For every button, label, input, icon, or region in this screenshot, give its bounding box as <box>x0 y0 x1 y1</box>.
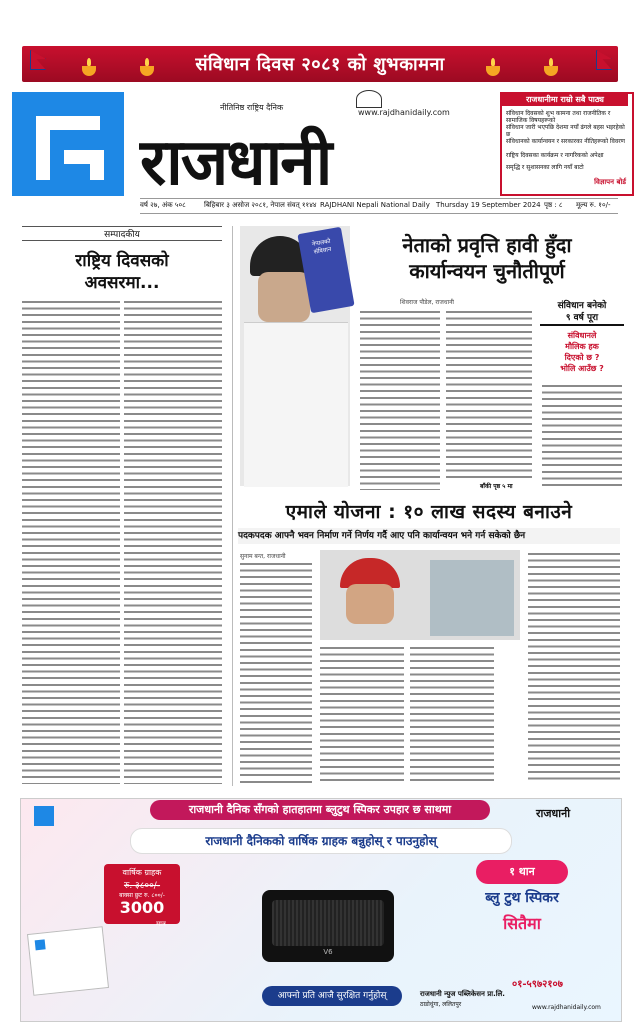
continued-note: बाँकी पृष्ठ ५ मा <box>480 483 513 490</box>
second-byline: सुनाम बन्त, राजधानी <box>240 553 286 560</box>
second-body-col4 <box>528 552 620 784</box>
price-unit: मात्र <box>156 920 166 928</box>
second-body-col3 <box>410 646 494 784</box>
rajdhani-logo-icon <box>35 939 46 950</box>
face-shape <box>346 584 394 624</box>
issue-number: वर्ष २७, अंक ५०८ <box>140 201 186 209</box>
section-tag: सम्पादकीय <box>22 226 222 241</box>
second-photo <box>320 550 520 640</box>
banner-text: संविधान दिवस २०८१ को शुभकामना <box>195 54 445 75</box>
lead-headline-line: कार्यान्वयन चुनौतीपूर्ण <box>409 259 565 283</box>
ad-line: राष्ट्रिय दिवसका कार्यक्रम र नागरिकको अपेक्षा <box>506 152 604 159</box>
ad-line: संविधान दिवसको शुभ कामना तथा राजनीतिक र सामाजिक विषयहरूको <box>506 110 611 124</box>
lead-body-col2 <box>446 310 532 480</box>
second-headline: एमाले योजना : १० लाख सदस्य बनाउने <box>285 501 573 523</box>
paper-name: RAJDHANI Nepali National Daily <box>320 201 430 209</box>
contact-address: ठाडोधुंगा, ललितपुर <box>420 1001 462 1008</box>
sidebar-question-line: संविधानले <box>567 331 597 340</box>
ad-line: संविधानको कार्यान्वयन र सरकारका नीतिहरूको विवरण <box>506 138 625 145</box>
lead-photo <box>240 226 350 486</box>
contact-phone[interactable]: ०१-५९७२१०७ <box>512 979 563 990</box>
ad-line: समृद्धि र सुशासनका लागि नयाँ बाटो <box>506 164 584 171</box>
price-final: 3000 <box>119 898 165 917</box>
rajdhani-logo-icon <box>12 92 124 196</box>
sidebar-body <box>542 384 622 488</box>
promo-bubble <box>456 860 588 950</box>
editorial-body-col1 <box>22 300 120 784</box>
greeting-banner <box>22 46 618 82</box>
promo-free: सितैमा <box>503 914 541 933</box>
ad-footer: विज्ञापन बोर्ड <box>594 178 626 186</box>
editorial-title-line: अवसरमा... <box>84 273 160 293</box>
issue-info-bar <box>140 198 618 214</box>
logo-stroke <box>90 150 104 180</box>
sidebar-headline-line: ९ वर्ष पूरा <box>565 313 599 323</box>
price-badge <box>104 864 180 924</box>
price-discount: बाक्सा छुट रु. ८००/- <box>119 892 165 899</box>
column-divider <box>232 226 233 786</box>
promo-item: ब्लु टुथ स्पिकर <box>485 890 559 906</box>
newspaper-lines <box>36 948 99 986</box>
masthead-tagline: नीतिनिष्ठ राष्ट्रिय दैनिक <box>220 103 284 112</box>
contact-block <box>420 976 616 1016</box>
speaker-grill <box>272 900 384 946</box>
promo-count: १ थान <box>476 860 568 884</box>
second-body-col1 <box>240 562 312 784</box>
sidebar-question-line: भोलि आउँछ ? <box>560 364 604 373</box>
sidebar-headline <box>540 300 624 326</box>
lead-byline: शिवराज पौडेल, राजधानी <box>400 299 454 306</box>
lead-headline-line: नेताको प्रवृत्ति हावी हुँदा <box>402 233 572 257</box>
newspaper-thumbnail <box>27 926 109 996</box>
book-label: नेपालको संविधान <box>311 237 332 256</box>
editorial-title <box>22 250 222 294</box>
ad-main-text: राजधानी दैनिकको वार्षिक ग्राहक बन्नुहोस् र पाउनुहोस् <box>130 828 512 854</box>
lead-body-col1 <box>360 310 440 490</box>
shirt-shape <box>244 322 348 487</box>
building-shape <box>430 560 514 636</box>
second-subhead: पदकपदक आफ्नै भवन निर्माण गर्ने निर्णय गर्दै आए पनि कार्यान्वयन भने गर्न सकेको छैन <box>238 528 620 544</box>
face-shape <box>258 272 310 322</box>
date-english: Thursday 19 September 2024 <box>436 201 541 209</box>
ad-top-banner: राजधानी दैनिक सँगको हातहातमा ब्लुटुथ स्पिकर उपहार छ साथमा <box>150 800 490 820</box>
lead-headline <box>352 232 622 284</box>
contact-web[interactable]: www.rajdhanidaily.com <box>532 1004 601 1011</box>
emblem-icon <box>356 90 382 108</box>
website-url[interactable]: www.rajdhanidaily.com <box>358 108 450 117</box>
masthead-title: राजधानी <box>140 125 331 200</box>
contact-name: राजधानी न्युज पब्लिकेसन प्रा.लि. <box>420 990 505 998</box>
price-old: रु. ३८००/- <box>123 881 161 891</box>
ad-line: संविधान जारी भएपछि देशमा नयाँ ढंगले बहस भइरहेको छ <box>506 124 625 138</box>
price: मूल्य रु. १०/- <box>576 201 611 209</box>
date-nepali: बिहिबार ३ असोज २०८१, नेपाल संवत् ११४४ <box>204 201 317 209</box>
price-label: वार्षिक ग्राहक <box>122 868 162 877</box>
sidebar-headline-line: संविधान बनेको <box>557 301 607 311</box>
logo-stroke <box>36 116 50 180</box>
speaker-model: V6 <box>323 948 333 956</box>
sidebar-question-line: मौलिक हक <box>565 342 599 351</box>
ad-slogan: आफ्नो प्रति आजै सुरक्षित गर्नुहोस् <box>262 986 402 1006</box>
page-count: पृष्ठ : ८ <box>544 201 563 209</box>
second-body-col2 <box>320 646 404 784</box>
top-right-ad[interactable] <box>500 92 634 196</box>
editorial-title-line: राष्ट्रिय दिवसको <box>75 251 169 271</box>
sidebar-question <box>540 330 624 374</box>
editorial-body-col2 <box>124 300 222 784</box>
sidebar-question-line: दिएको छ ? <box>564 353 600 362</box>
ad-logo-text: राजधानी <box>536 807 571 820</box>
ad-title: राजधानीमा राम्रो सबै पाठ्य <box>502 94 628 106</box>
rajdhani-logo-icon <box>34 806 54 826</box>
